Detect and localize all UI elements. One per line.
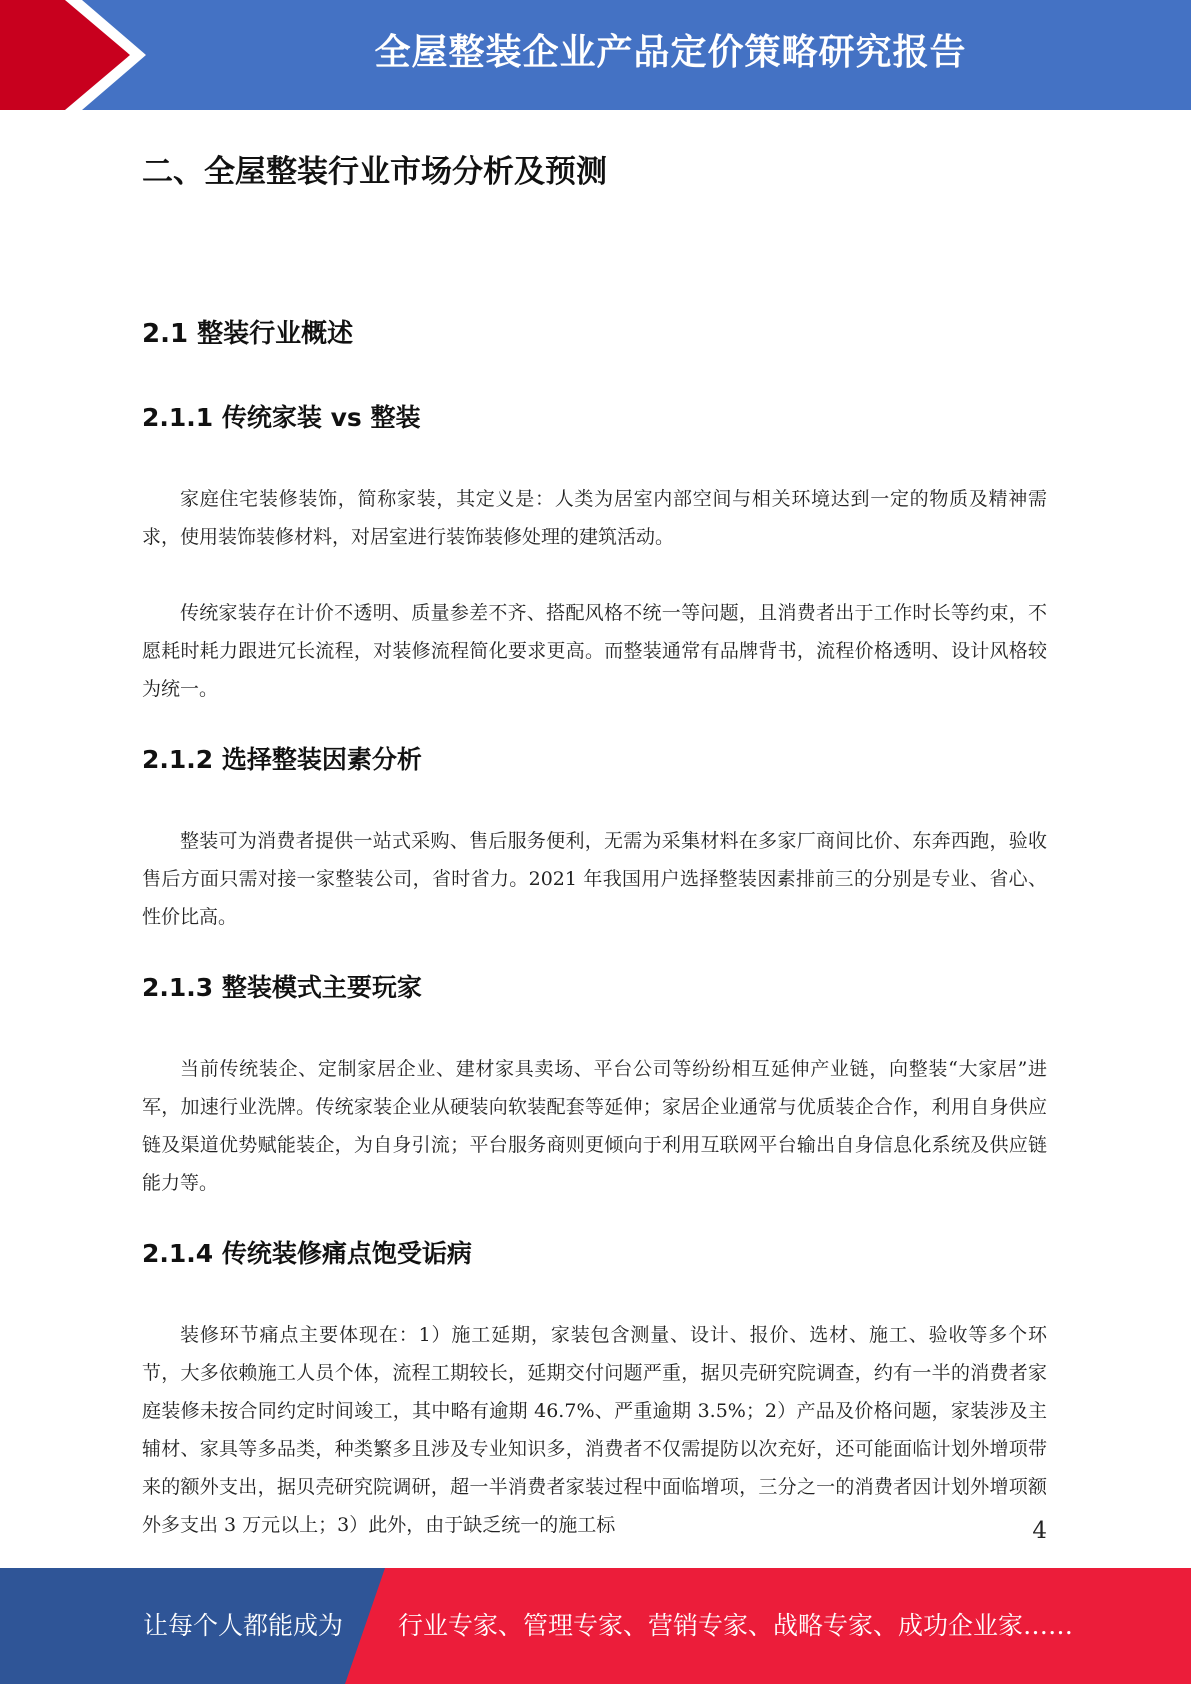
heading-2-1-2: 2.1.2 选择整装因素分析 [142, 745, 422, 774]
paragraph: 装修环节痛点主要体现在：1）施工延期，家装包含测量、设计、报价、选材、施工、验收等多个环节，大多依赖施工人员个体，流程工期较长，延期交付问题严重，据贝壳研究院调查，约有一半的消费者家庭装修未按合同约定时间竣工，其中略有逾期 46.7%、严重逾期 3.5%；2）产品及价格问题，家装涉及主辅材、家具等多品类，种类繁多且涉及专业知识多，消费者不仅需提防以次充好，还可能面临计划外增项带来的额外支出，据贝壳研究院调研，超一半消费者家装过程中面临增项，三分之一的消费者因计划外增项额外多支出 3 万元以上；3）此外，由于缺乏统一的施工标 [142, 1324, 1047, 1536]
footer-slogan-left: 让每个人都能成为 [143, 1611, 344, 1640]
page-header [0, 0, 1191, 110]
paragraph: 整装可为消费者提供一站式采购、售后服务便利，无需为采集材料在多家厂商间比价、东奔西跑，验收售后方面只需对接一家整装公司，省时省力。2021 年我国用户选择整装因素排前三的分别是专业、省心、性价比高。 [142, 830, 1047, 928]
subsection-title: 2.1 整装行业概述 [142, 319, 354, 349]
header-title: 全屋整装企业产品定价策略研究报告 [374, 32, 967, 73]
section-title: 二、全屋整装行业市场分析及预测 [142, 154, 607, 190]
heading-2-1-4: 2.1.4 传统装修痛点饱受诟病 [142, 1239, 472, 1268]
heading-2-1-1: 2.1.1 传统家装 vs 整装 [142, 403, 421, 432]
page-footer [0, 1568, 1191, 1684]
header-arrow-icon [0, 0, 160, 110]
footer-slogan-right: 行业专家、管理专家、营销专家、战略专家、成功企业家…… [398, 1611, 1074, 1640]
heading-2-1-3: 2.1.3 整装模式主要玩家 [142, 973, 422, 1002]
paragraph: 传统家装存在计价不透明、质量参差不齐、搭配风格不统一等问题，且消费者出于工作时长等约束，不愿耗时耗力跟进冗长流程，对装修流程简化要求更高。而整装通常有品牌背书，流程价格透明、设计风格较为统一。 [142, 602, 1047, 700]
paragraph: 当前传统装企、定制家居企业、建材家具卖场、平台公司等纷纷相互延伸产业链，向整装“大家居”进军，加速行业洗牌。传统家装企业从硬装向软装配套等延伸；家居企业通常与优质装企合作，利用自身供应链及渠道优势赋能装企，为自身引流；平台服务商则更倾向于利用互联网平台输出自身信息化系统及供应链能力等。 [142, 1058, 1047, 1194]
page-content [142, 128, 1047, 1544]
page-number: 4 [1032, 1518, 1047, 1544]
paragraph: 家庭住宅装修装饰，简称家装，其定义是：人类为居室内部空间与相关环境达到一定的物质及精神需求，使用装饰装修材料，对居室进行装饰装修处理的建筑活动。 [142, 488, 1047, 548]
